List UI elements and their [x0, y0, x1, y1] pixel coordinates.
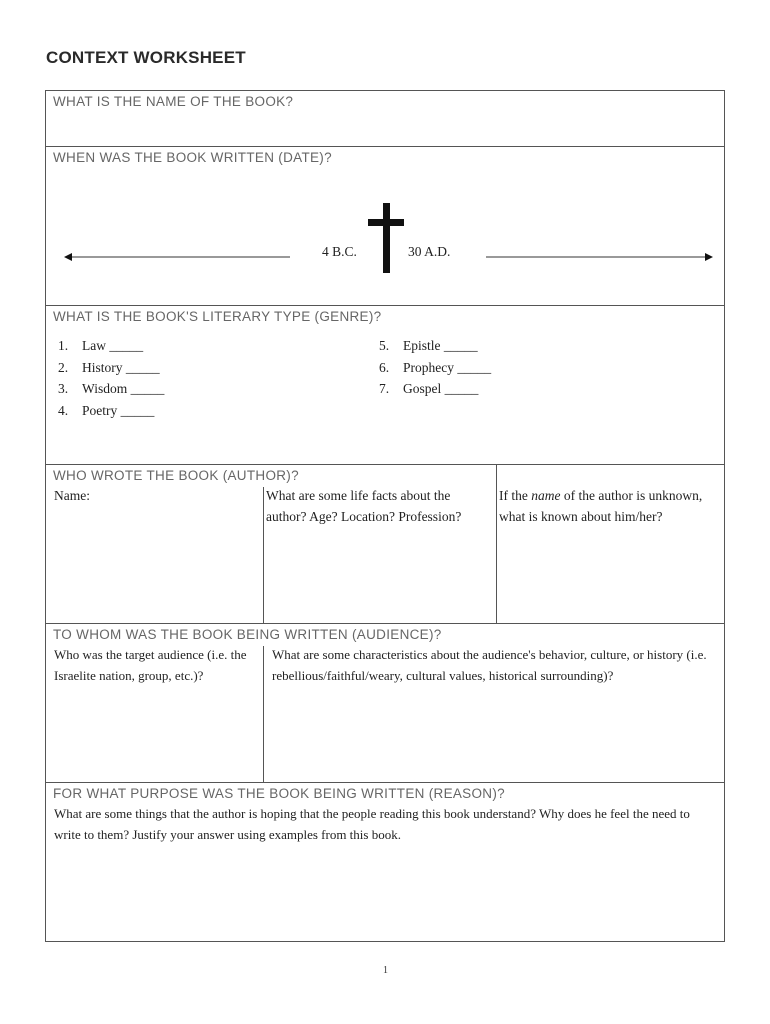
author-unknown-prompt[interactable]: If the name of the author is unknown, what is known about him/her?	[499, 488, 703, 524]
audience-section	[46, 624, 724, 783]
date-heading: WHEN WAS THE BOOK WRITTEN (DATE)?	[53, 150, 332, 165]
author-col-divider-1	[263, 487, 264, 623]
author-name-label[interactable]: Name:	[54, 488, 90, 503]
worksheet-title: CONTEXT WORKSHEET	[46, 48, 246, 67]
timeline-left-arrow-icon	[64, 253, 72, 261]
cross-icon	[368, 203, 404, 273]
author-heading: WHO WROTE THE BOOK (AUTHOR)?	[53, 468, 299, 483]
genre-item[interactable]: 7. Gospel _____	[379, 381, 479, 396]
worksheet-table	[45, 90, 725, 942]
timeline-graphic	[46, 147, 724, 306]
genre-item[interactable]: 3. Wisdom _____	[58, 381, 165, 396]
page-number: 1	[383, 965, 388, 976]
author-section	[46, 465, 724, 624]
genre-item[interactable]: 2. History _____	[58, 359, 160, 375]
timeline-start-label: 4 B.C.	[322, 244, 357, 259]
timeline-end-label: 30 A.D.	[408, 244, 451, 259]
audience-characteristics-prompt[interactable]: What are some characteristics about the audience's behavior, culture, or history (i.e. rebellious/faithful/weary, cultural values, historical surrounding)?	[272, 647, 707, 683]
reason-section[interactable]	[46, 783, 724, 941]
genre-item[interactable]: 5. Epistle _____	[379, 338, 478, 353]
timeline-right-arrow-icon	[705, 253, 713, 261]
date-section[interactable]	[46, 147, 724, 306]
reason-heading: FOR WHAT PURPOSE WAS THE BOOK BEING WRITTEN (REASON)?	[53, 786, 505, 801]
genre-section[interactable]	[46, 306, 724, 465]
reason-prompt: What are some things that the author is hoping that the people reading this book understand? Why does he feel the need to write to them? Justify your answer using examples from this book.	[54, 806, 690, 842]
genre-heading: WHAT IS THE BOOK'S LITERARY TYPE (GENRE)?	[53, 309, 382, 324]
book-name-section[interactable]	[46, 91, 724, 147]
genre-list-right	[379, 335, 491, 400]
genre-item[interactable]: 4. Poetry _____	[58, 402, 155, 418]
audience-heading: TO WHOM WAS THE BOOK BEING WRITTEN (AUDIENCE)?	[53, 627, 442, 642]
genre-item[interactable]: 1. Law _____	[58, 338, 144, 353]
genre-item[interactable]: 6. Prophecy _____	[379, 359, 492, 375]
genre-list-left	[58, 335, 164, 421]
book-name-heading: WHAT IS THE NAME OF THE BOOK?	[53, 94, 294, 109]
target-audience-prompt[interactable]: Who was the target audience (i.e. the Israelite nation, group, etc.)?	[54, 647, 247, 683]
author-col-divider-2	[496, 465, 497, 623]
author-life-facts-prompt[interactable]: What are some life facts about the author? Age? Location? Profession?	[266, 488, 462, 524]
